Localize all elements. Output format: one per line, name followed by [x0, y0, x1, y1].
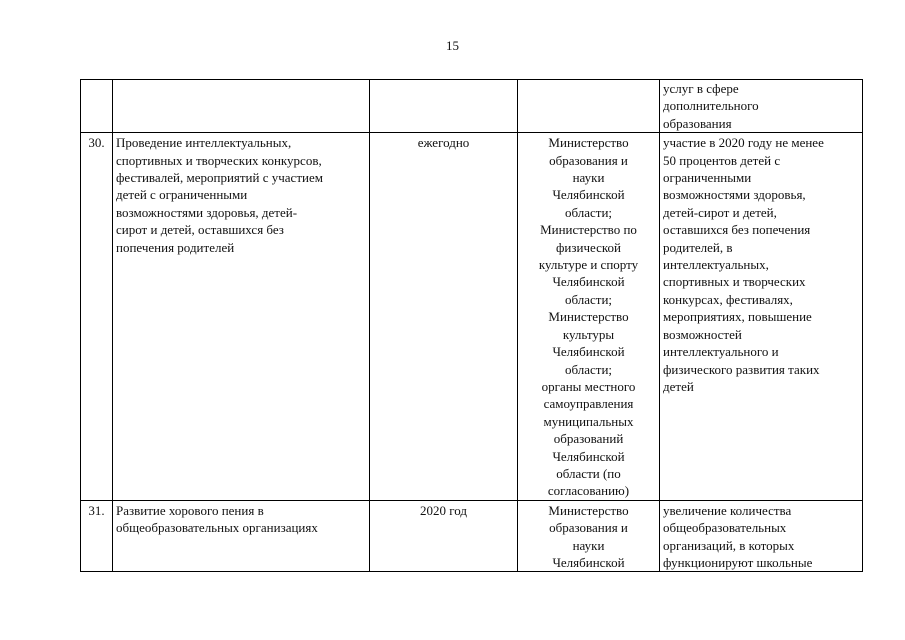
page-number: 15	[446, 38, 459, 53]
cell-line: дополнительного	[663, 98, 759, 114]
cell-line: оставшихся без попечения	[663, 222, 811, 238]
cell-line: Челябинской	[552, 448, 625, 464]
cell-line: возможностями здоровья,	[663, 187, 806, 203]
executors-cell	[518, 80, 660, 133]
cell-line: образования и	[549, 520, 628, 536]
cell-line: Министерство	[548, 135, 629, 151]
deadline-cell: 2020 год	[370, 500, 518, 572]
cell-line: услуг в сфере	[663, 81, 739, 96]
cell-line: ограниченными	[663, 170, 752, 186]
cell-line: Челябинской	[552, 274, 625, 290]
executors-cell	[518, 500, 660, 572]
activities-table	[80, 79, 863, 572]
cell-line: интеллектуальных,	[663, 257, 769, 273]
event-cell	[113, 133, 370, 501]
cell-line: увеличение количества	[663, 502, 792, 518]
cell-line: детей	[663, 378, 694, 394]
cell-line: физического развития таких	[663, 361, 820, 377]
cell-line: образования и	[549, 152, 628, 168]
executors-cell	[518, 133, 660, 501]
table-row	[81, 500, 863, 572]
row-number-cell: 31.	[81, 500, 113, 572]
cell-line: спортивных и творческих	[663, 274, 806, 290]
cell-line: общеобразовательных организациях	[116, 520, 318, 536]
deadline-cell	[370, 80, 518, 133]
result-cell	[660, 500, 863, 572]
cell-line: самоуправления	[543, 396, 634, 412]
cell-line: культуры	[562, 326, 615, 342]
cell-line: согласованию)	[547, 483, 630, 499]
cell-line: попечения родителей	[116, 239, 235, 255]
cell-line: муниципальных	[543, 413, 634, 429]
row-number-cell: 30.	[81, 133, 113, 501]
cell-line: образования	[663, 115, 732, 131]
cell-line: участие в 2020 году не менее	[663, 135, 824, 151]
table-row	[81, 133, 863, 501]
cell-line: детей с ограниченными	[116, 187, 248, 203]
cell-line: возможностей	[663, 326, 742, 342]
result-cell	[660, 80, 863, 133]
cell-line: возможностями здоровья, детей-	[116, 204, 298, 220]
cell-line: общеобразовательных	[663, 520, 787, 536]
cell-line: органы местного	[541, 378, 636, 394]
table-row	[81, 80, 863, 133]
cell-line: конкурсах, фестивалях,	[663, 291, 793, 307]
cell-line: родителей, в	[663, 239, 733, 255]
cell-line: мероприятиях, повышение	[663, 309, 812, 325]
cell-line: науки	[572, 537, 605, 553]
cell-line: области;	[564, 361, 613, 377]
cell-line: Министерство	[548, 309, 629, 325]
cell-line: Развитие хорового пения в	[116, 502, 264, 518]
row-number-cell	[81, 80, 113, 133]
cell-line: функционируют школьные	[663, 554, 813, 570]
cell-line: культуре и спорту	[538, 257, 639, 273]
cell-line: физической	[556, 239, 621, 255]
cell-line: детей-сирот и детей,	[663, 204, 777, 220]
cell-line: Челябинской	[552, 344, 625, 360]
cell-line: Министерство	[548, 502, 629, 518]
cell-line: образований	[553, 431, 624, 447]
cell-line: интеллектуального и	[663, 344, 779, 360]
cell-line: организаций, в которых	[663, 537, 795, 553]
cell-line: области (по	[556, 465, 621, 481]
cell-line: фестивалей, мероприятий с участием	[116, 170, 323, 186]
result-cell	[660, 133, 863, 501]
event-cell	[113, 500, 370, 572]
cell-line: науки	[572, 170, 605, 186]
cell-line: области;	[564, 291, 613, 307]
cell-line: области;	[564, 204, 613, 220]
cell-line: Министерство по	[540, 222, 637, 238]
cell-line: Челябинской	[552, 554, 625, 570]
cell-line: 50 процентов детей с	[663, 152, 781, 168]
event-cell	[113, 80, 370, 133]
cell-line: спортивных и творческих конкурсов,	[116, 152, 322, 168]
cell-line: Челябинской	[552, 187, 625, 203]
deadline-cell: ежегодно	[370, 133, 518, 501]
cell-line: Проведение интеллектуальных,	[116, 135, 292, 151]
cell-line: сирот и детей, оставшихся без	[116, 222, 284, 238]
table-body	[81, 80, 863, 572]
